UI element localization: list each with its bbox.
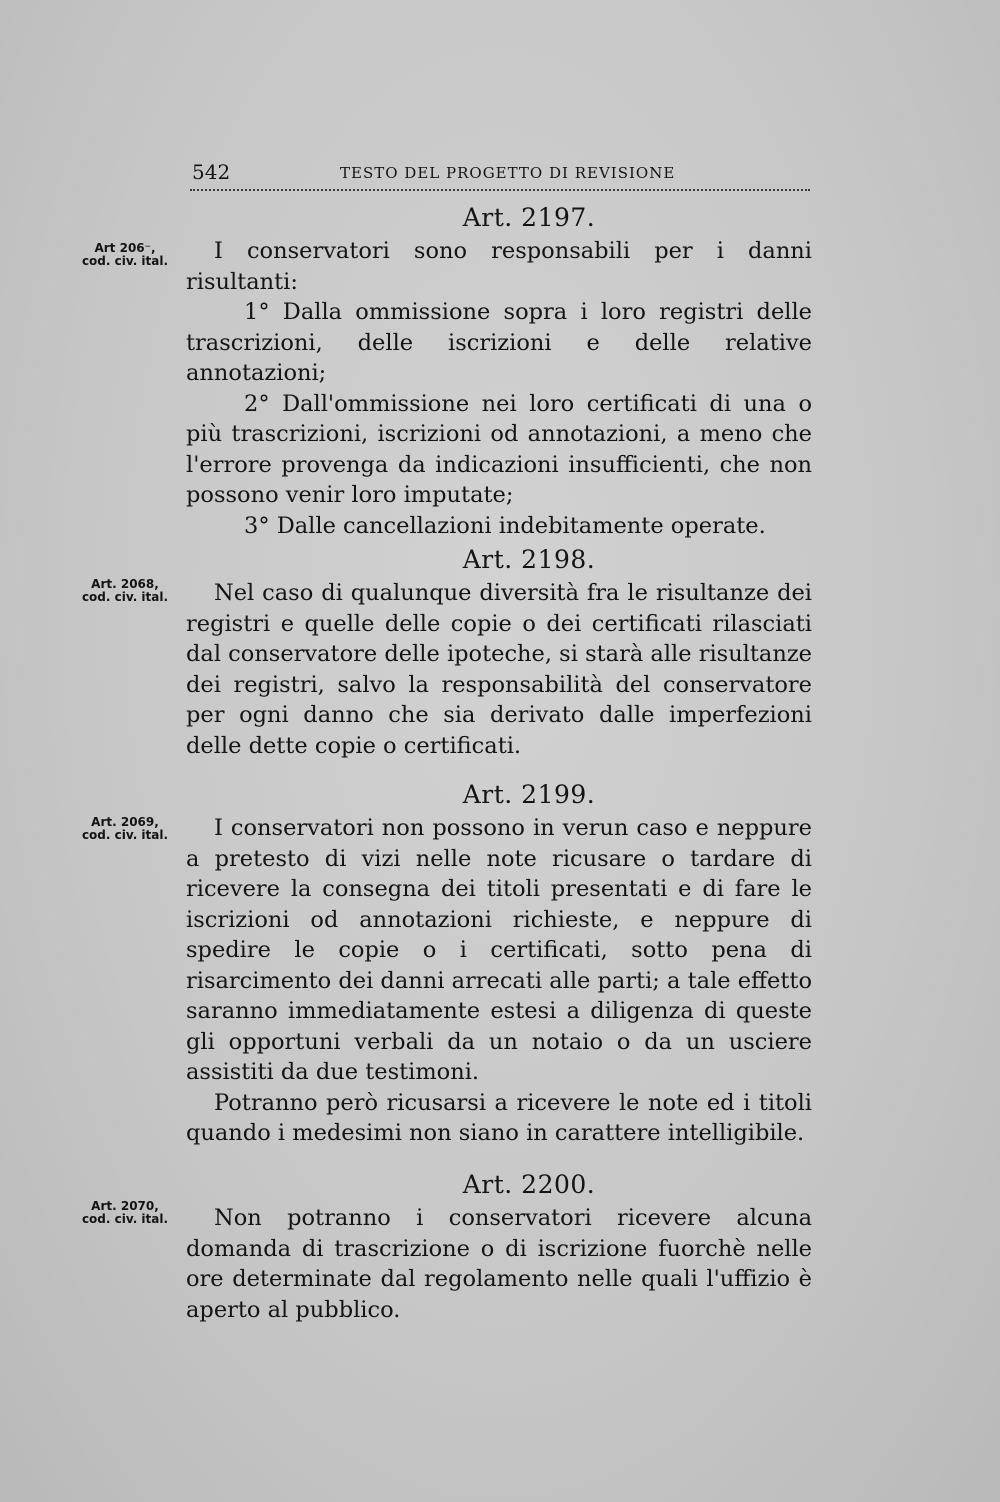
margin-note — [70, 1200, 180, 1226]
page-number: 542 — [192, 160, 231, 184]
article-paragraph: Non potranno i conservatori ricevere alcuna domanda di trascrizione o di iscrizione fuorchè nelle ore determinate dal regolamento nelle quali l'uffizio è aperto al pubblico. — [186, 1205, 812, 1323]
margin-note-code: cod. civ. ital. — [81, 1212, 169, 1226]
header-rule — [190, 189, 810, 191]
article-2197 — [186, 203, 812, 541]
margin-note-code: cod. civ. ital. — [81, 590, 169, 604]
article-2199 — [186, 780, 812, 1149]
article-paragraph: Nel caso di qualunque diversità fra le risultanze dei registri e quelle delle copie o dei certificati rilasciati dal conservatore delle ipoteche, si starà alle risultanze dei registri, salvo la responsabilità del conservatore per ogni danno che sia derivato dalle imperfezioni delle dette copie o certificati. — [186, 580, 812, 759]
running-head: TESTO DEL PROGETTO DI REVISIONE — [340, 164, 676, 182]
article-paragraph: 3° Dalle cancellazioni indebitamente operate. — [244, 512, 766, 539]
margin-note-article: Art. 2068, — [91, 577, 159, 591]
article-title: Art. 2198. — [462, 545, 596, 574]
article-paragraph: Potranno però ricusarsi a ricevere le note ed i titoli quando i medesimi non siano in carattere intelligibile. — [186, 1089, 812, 1146]
article-2198 — [186, 545, 812, 761]
margin-note-article: Art. 2069, — [91, 815, 159, 829]
article-title: Art. 2197. — [462, 203, 596, 232]
margin-note — [70, 578, 180, 604]
margin-note — [70, 242, 180, 268]
margin-note-code: cod. civ. ital. — [81, 828, 169, 842]
article-title: Art. 2199. — [462, 780, 596, 809]
page-header — [190, 160, 810, 190]
article-paragraph: 1° Dalla ommissione sopra i loro registri delle trascrizioni, delle iscrizioni e delle relative annotazioni; — [186, 299, 812, 386]
article-paragraph: I conservatori sono responsabili per i danni risultanti: — [186, 238, 812, 295]
margin-note — [70, 816, 180, 842]
article-paragraph: 2° Dall'ommissione nei loro certificati di una o più trascrizioni, iscrizioni od annotazioni, a meno che l'errore provenga da indicazioni insufficienti, che non possono venir loro imputate; — [186, 390, 812, 508]
margin-note-code: cod. civ. ital. — [81, 254, 169, 268]
article-title: Art. 2200. — [462, 1170, 596, 1199]
margin-note-article: Art. 2070, — [91, 1199, 159, 1213]
article-2200 — [186, 1170, 812, 1325]
article-paragraph: I conservatori non possono in verun caso e neppure a pretesto di vizi nelle note ricusare o tardare di ricevere la consegna dei titoli presentati e di fare le iscrizioni od annotazioni richieste, e neppure di spedire le copie o i certificati, sotto pena di risarcimento dei danni arrecati alle parti; a tale effetto saranno immediatamente estesi a diligenza di queste gli opportuni verbali da un notaio o da un usciere assistiti da due testimoni. — [186, 815, 812, 1085]
margin-note-article: Art 206⁻, — [94, 241, 156, 255]
